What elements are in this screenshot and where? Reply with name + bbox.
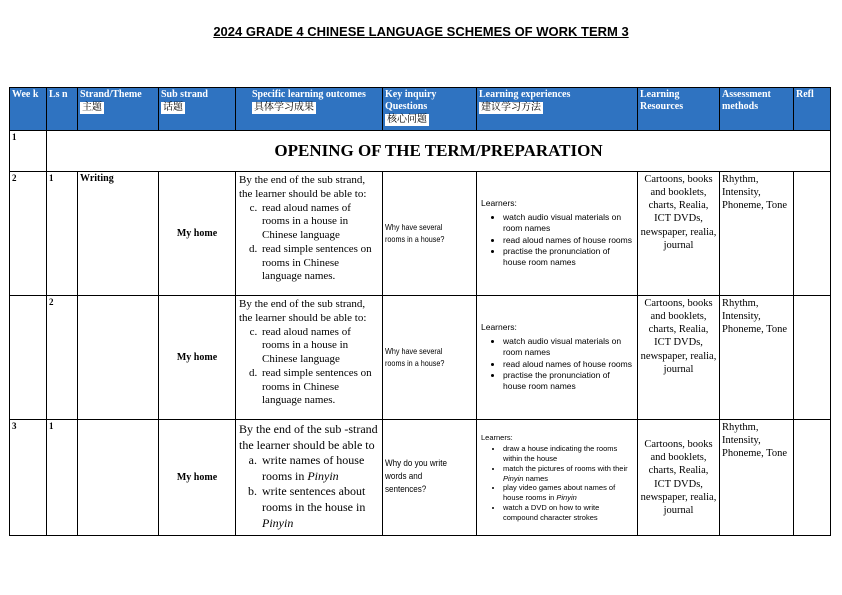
substrand-cell: My home (159, 172, 236, 296)
header-resources: Learning Resources (638, 88, 720, 131)
table-row (10, 296, 831, 420)
header-strand: Strand/Theme 主题 (78, 88, 159, 131)
outcomes-cell (236, 172, 383, 296)
strand-cell: Writing (78, 172, 159, 296)
experience-item: • read aloud names of house rooms (503, 235, 633, 246)
outcome-item: d. read simple sentences on rooms in Chinese language names. (260, 243, 379, 284)
header-inquiry: Key inquiry Questions 核心问题 (383, 88, 477, 131)
header-row (10, 88, 831, 131)
header-assessment: Assessment methods (720, 88, 794, 131)
header-experiences: Learning experiences 建议学习方法 (477, 88, 638, 131)
inquiry-cell (383, 420, 477, 536)
outcome-item: b. write sentences about rooms in the house in Pinyin (260, 484, 379, 531)
experiences-intro: Learners: (481, 432, 513, 442)
experience-item: • practise the pronunciation of house room names (503, 370, 633, 393)
outcomes-cell (236, 296, 383, 420)
lesson-cell: 1 (47, 420, 78, 536)
assessment-cell: Rhythm, Intensity, Phoneme, Tone (720, 420, 794, 536)
experiences-cell (477, 172, 638, 296)
table-row (10, 420, 831, 536)
inquiry-text: Why have several rooms in a house? (385, 346, 445, 368)
header-week: Wee k (10, 88, 47, 131)
substrand-cell: My home (159, 296, 236, 420)
outcome-intro: By the end of the sub strand, the learner should be able to: (239, 298, 367, 324)
experiences-cell (477, 296, 638, 420)
week-cell: 3 (10, 420, 47, 536)
experience-item: • match the pictures of rooms with their Pinyin names (503, 464, 633, 484)
experience-item: • watch audio visual materials on room names (503, 336, 633, 359)
inquiry-cell (383, 172, 477, 296)
opening-row (10, 131, 831, 172)
experience-item: • read aloud names of house rooms (503, 359, 633, 370)
assessment-cell: Rhythm, Intensity, Phoneme, Tone (720, 296, 794, 420)
reflection-cell (794, 420, 831, 536)
header-reflection: Refl (794, 88, 831, 131)
lesson-cell: 2 (47, 296, 78, 420)
experience-item: • play video games about names of house rooms in Pinyin (503, 483, 633, 503)
inquiry-text: Why do you write words and sentences? (385, 458, 447, 495)
outcome-item: c. read aloud names of rooms in a house in Chinese language (260, 326, 379, 367)
outcome-item: c. read aloud names of rooms in a house in Chinese language (260, 202, 379, 243)
assessment-cell: Rhythm, Intensity, Phoneme, Tone (720, 172, 794, 296)
document-title: 2024 GRADE 4 CHINESE LANGUAGE SCHEMES OF WORK TERM 3 (213, 24, 629, 39)
week-cell: 1 (10, 131, 47, 172)
inquiry-text: Why have several rooms in a house? (385, 222, 445, 244)
header-lesson: Ls n (47, 88, 78, 131)
schemes-of-work-table (9, 87, 831, 536)
strand-cell (78, 420, 159, 536)
outcomes-cell (236, 420, 383, 536)
outcome-item: a. write names of house rooms in Pinyin (260, 453, 379, 484)
outcome-intro: By the end of the sub -strand the learner should be able to (239, 422, 378, 452)
outcome-intro: By the end of the sub strand, the learner should be able to: (239, 174, 367, 200)
week-cell: 2 (10, 172, 47, 296)
table-row (10, 172, 831, 296)
header-outcomes: Specific learning outcomes 具体学习成果 (236, 88, 383, 131)
header-substrand: Sub strand 话题 (159, 88, 236, 131)
reflection-cell (794, 172, 831, 296)
experience-item: • draw a house indicating the rooms within the house (503, 444, 633, 464)
experience-item: • practise the pronunciation of house room names (503, 246, 633, 269)
experiences-cell (477, 420, 638, 536)
reflection-cell (794, 296, 831, 420)
substrand-cell: My home (159, 420, 236, 536)
week-cell (10, 296, 47, 420)
outcome-item: d. read simple sentences on rooms in Chinese language names. (260, 367, 379, 408)
strand-cell (78, 296, 159, 420)
lesson-cell: 1 (47, 172, 78, 296)
experience-item: • watch a DVD on how to write compound character strokes (503, 503, 633, 523)
opening-banner: OPENING OF THE TERM/PREPARATION (47, 131, 831, 172)
inquiry-cell (383, 296, 477, 420)
resources-cell: Cartoons, books and booklets, charts, Realia, ICT DVDs, newspaper, realia, journal (638, 172, 720, 296)
experiences-intro: Learners: (481, 322, 517, 333)
experience-item: • watch audio visual materials on room names (503, 212, 633, 235)
experiences-intro: Learners: (481, 198, 517, 209)
resources-cell: Cartoons, books and booklets, charts, Realia, ICT DVDs, newspaper, realia, journal (638, 296, 720, 420)
resources-cell: Cartoons, books and booklets, charts, Realia, ICT DVDs, newspaper, realia, journal (638, 420, 720, 536)
